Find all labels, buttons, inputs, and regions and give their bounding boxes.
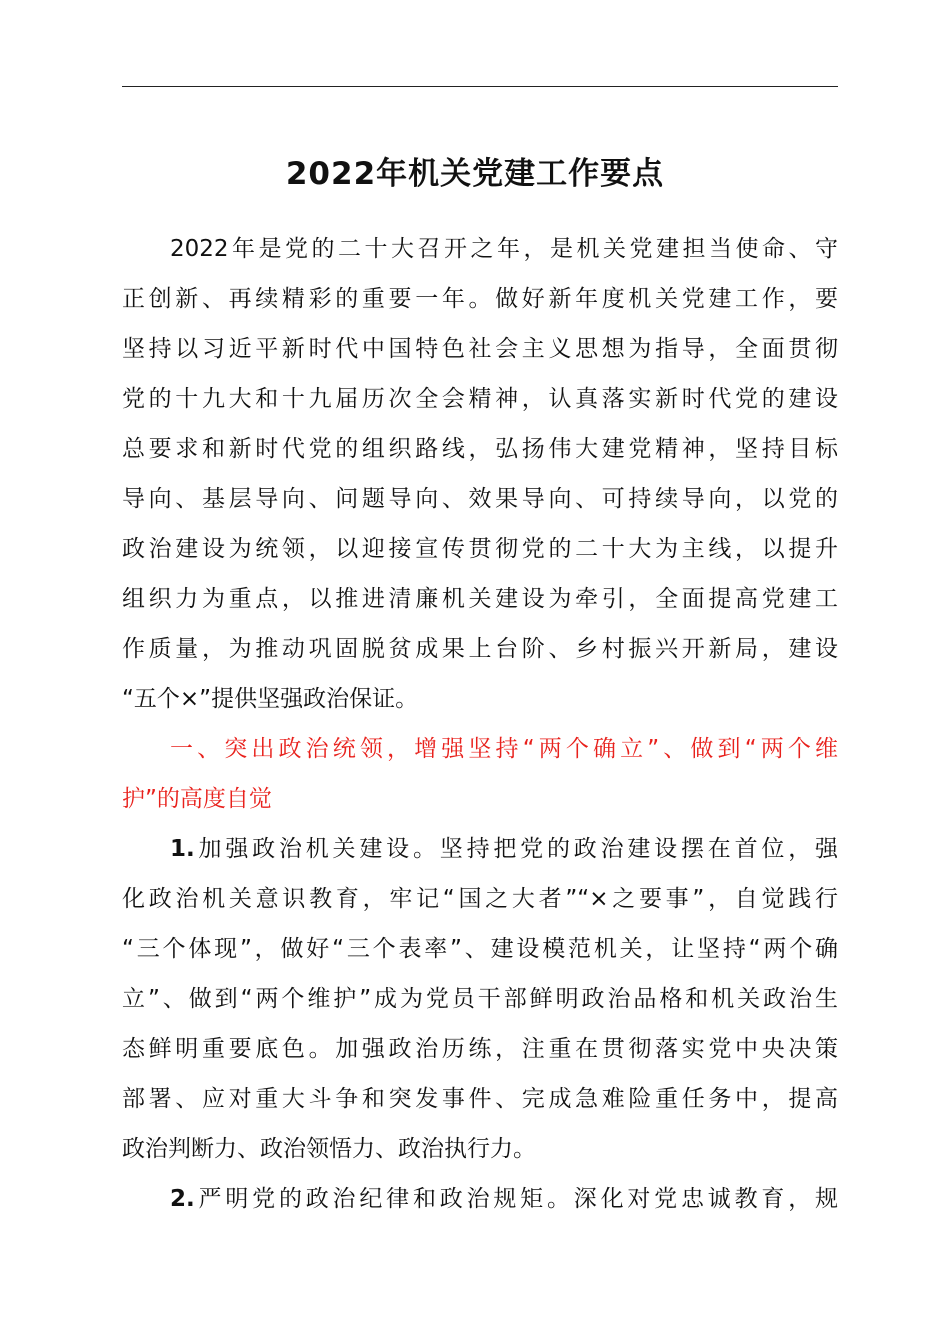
item-1-line: 部署、应对重大斗争和突发事件、完成急难险重任务中，提高 <box>122 1086 838 1112</box>
item-1-first-line <box>122 824 838 874</box>
item-1-line: 化政治机关意识教育，牢记“国之大者”“×之要事”，自觉践行 <box>122 886 838 912</box>
intro-line: 组织力为重点，以推进清廉机关建设为牵引，全面提高党建工 <box>122 586 838 612</box>
document-title: 2022年机关党建工作要点 <box>285 156 665 192</box>
intro-line: 总要求和新时代党的组织路线，弘扬伟大建党精神，坚持目标 <box>122 436 838 462</box>
item-2-first-line <box>122 1174 838 1224</box>
item-1-line: 政治判断力、政治领悟力、政治执行力。 <box>122 1136 536 1162</box>
intro-line: 政治建设为统领，以迎接宣传贯彻党的二十大为主线，以提升 <box>122 536 838 562</box>
item-1-line: 态鲜明重要底色。加强政治历练，注重在贯彻落实党中央决策 <box>122 1036 838 1062</box>
header-rule <box>122 86 838 87</box>
item-2-number: 2. <box>170 1186 195 1212</box>
document-body <box>122 224 838 1224</box>
item-1-line: 立”、做到“两个维护”成为党员干部鲜明政治品格和机关政治生 <box>122 986 838 1012</box>
item-2-first-text: 严明党的政治纪律和政治规矩。深化对党忠诚教育，规 <box>194 1186 838 1212</box>
item-1-line: “三个体现”，做好“三个表率”、建设模范机关，让坚持“两个确 <box>122 936 838 962</box>
section-heading-line: 护”的高度自觉 <box>122 786 272 812</box>
intro-line: 导向、基层导向、问题导向、效果导向、可持续导向，以党的 <box>122 486 838 512</box>
intro-line: 正创新、再续精彩的重要一年。做好新年度机关党建工作，要 <box>122 286 838 312</box>
item-1-first-text: 加强政治机关建设。坚持把党的政治建设摆在首位，强 <box>194 836 838 862</box>
section-heading-line: 一、突出政治统领，增强坚持“两个确立”、做到“两个维 <box>170 736 838 762</box>
intro-line: 坚持以习近平新时代中国特色社会主义思想为指导，全面贯彻 <box>122 336 838 362</box>
intro-line: 党的十九大和十九届历次全会精神，认真落实新时代党的建设 <box>122 386 838 412</box>
intro-line: 作质量，为推动巩固脱贫成果上台阶、乡村振兴开新局，建设 <box>122 636 838 662</box>
intro-line: “五个×”提供坚强政治保证。 <box>122 686 419 712</box>
intro-line: 2022年是党的二十大召开之年，是机关党建担当使命、守 <box>170 236 838 262</box>
item-1-number: 1. <box>170 836 195 862</box>
